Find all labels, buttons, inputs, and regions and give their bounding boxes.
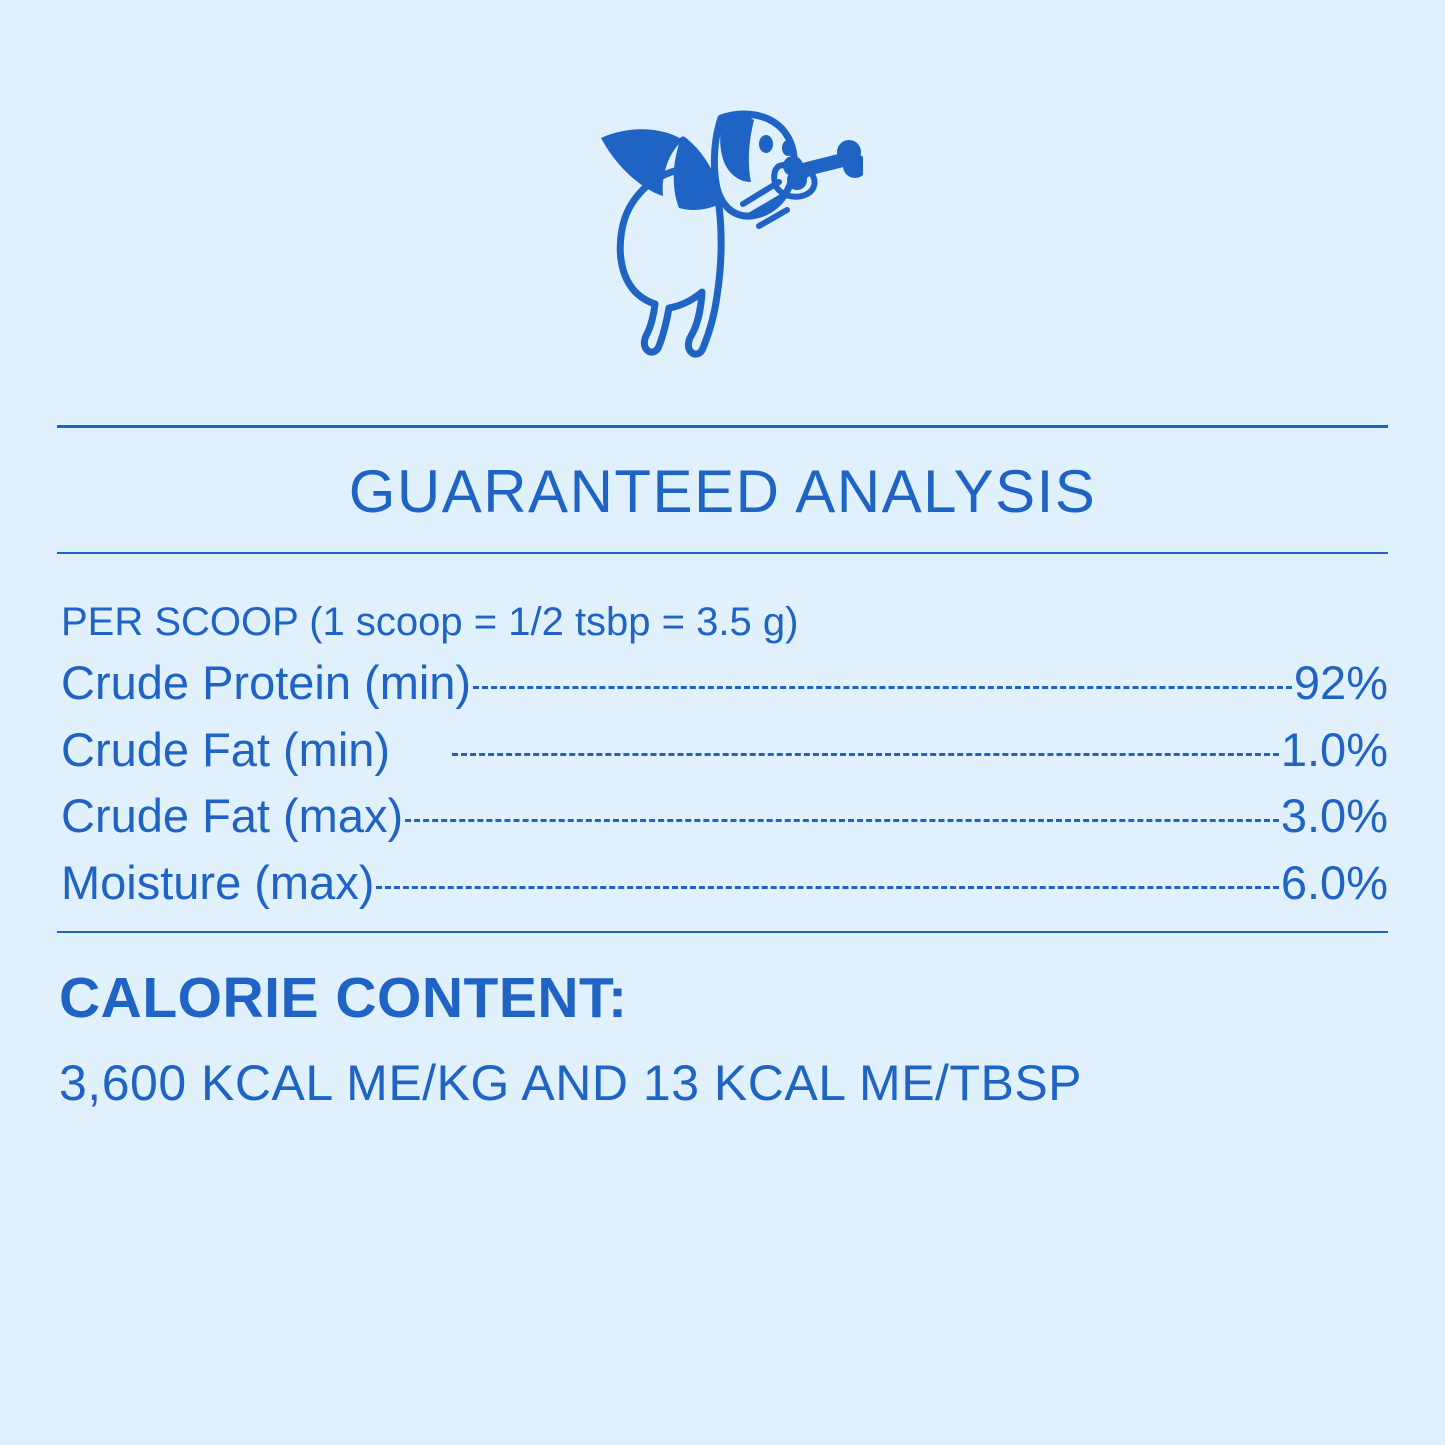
per-scoop-note: PER SCOOP (1 scoop = 1/2 tsbp = 3.5 g) [61,600,799,644]
analysis-panel [57,425,1388,1111]
leader-dots [452,752,1279,756]
analysis-row-value: 6.0% [1280,856,1388,910]
calorie-content-value: 3,600 KCAL ME/KG AND 13 KCAL ME/TBSP [59,1054,1083,1111]
analysis-rows [57,650,1388,931]
page-title: GUARANTEED ANALYSIS [348,458,1097,525]
analysis-row [57,783,1388,850]
calorie-content-block [57,933,1388,1111]
dog-with-bone-icon [583,100,863,375]
analysis-row-label: Crude Fat (max) [61,789,404,843]
leader-dots [473,685,1292,689]
calorie-content-title: CALORIE CONTENT: [59,965,628,1030]
analysis-row-label: Crude Fat (min) [61,722,391,776]
leader-dots [376,885,1278,889]
analysis-row-value: 1.0% [1280,722,1388,776]
analysis-row [57,850,1388,917]
analysis-row-label: Crude Protein (min) [61,656,472,709]
analysis-row [57,650,1388,717]
analysis-row [57,717,1388,784]
brand-logo [0,100,1445,375]
analysis-row-value: 92% [1293,656,1388,709]
leader-dots [405,818,1279,822]
analysis-row-value: 3.0% [1280,789,1388,843]
analysis-row-label: Moisture (max) [61,856,375,910]
